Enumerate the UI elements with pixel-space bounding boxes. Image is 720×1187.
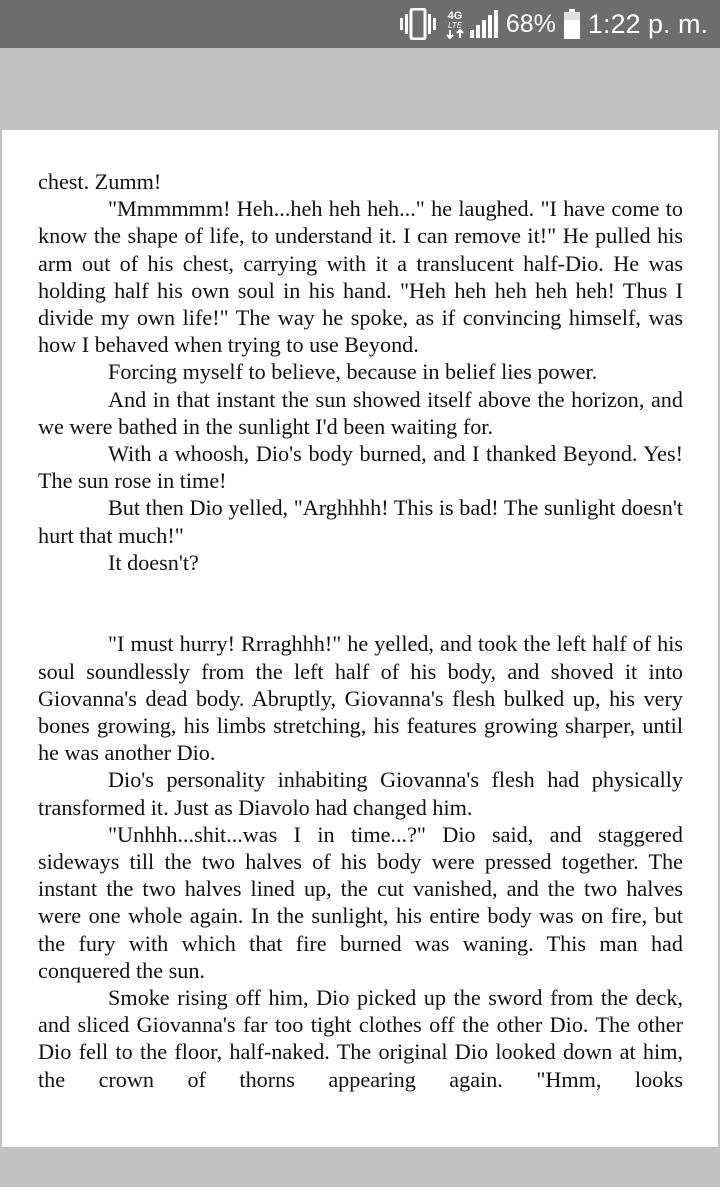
paragraph: But then Dio yelled, "Arghhhh! This is bad! The sunlight doesn't hurt that much!" <box>38 495 683 548</box>
status-icons <box>400 0 708 48</box>
reader-bottom-margin <box>0 1147 720 1187</box>
vibrate-icon <box>400 8 436 40</box>
paragraph: "I must hurry! Rrraghhh!" he yelled, and took the left half of his soul soundlessly from the left half of his body, and shoved it into Giovanna's dead body. Abruptly, Giovanna's flesh bulked up, his very bones growing, his limbs stretching, his features growing sharper, until he was another Dio. <box>38 631 683 766</box>
paragraph: Forcing myself to believe, because in belief lies power. <box>108 359 598 385</box>
battery-icon <box>564 9 580 39</box>
clock: 1:22 p. m. <box>587 8 708 39</box>
reader-page[interactable] <box>2 130 718 1147</box>
paragraph: "Mmmmmm! Heh...heh heh heh..." he laughed. "I have come to know the shape of life, to understand it. I can remove it!" He pulled his arm out of his chest, carrying with it a translucent half-Dio. He was holding half his own soul in his hand. "Heh heh heh heh heh! Thus I divide my own life!" The way he spoke, as if convincing himself, was how I behaved when trying to use Beyond. <box>38 196 683 358</box>
paragraph: It doesn't? <box>108 549 199 575</box>
paragraph: "Unhhh...shit...was I in time...?" Dio said, and staggered sideways till the two halves of his body were pressed together. The instant the two halves lined up, the cut vanished, and the two halves were one whole again. In the sunlight, his entire body was on fire, but the fury with which that fire burned was waning. This man had conquered the sun. <box>38 821 683 983</box>
paragraph: Smoke rising off him, Dio picked up the sword from the deck, and sliced Giovanna's far too tight clothes off the other Dio. The other Dio fell to the floor, half-naked. The original Dio looked down at him, the crown of thorns appearing again. "Hmm, looks <box>38 985 683 1092</box>
paragraph: And in that instant the sun showed itself above the horizon, and we were bathed in the sunlight I'd been waiting for. <box>38 386 683 439</box>
paragraph: Dio's personality inhabiting Giovanna's flesh had physically transformed it. Just as Diavolo had changed him. <box>38 767 683 820</box>
svg-text:4G: 4G <box>447 10 463 22</box>
reader-top-margin <box>0 48 720 130</box>
paragraph: With a whoosh, Dio's body burned, and I thanked Beyond. Yes! The sun rose in time! <box>38 441 683 494</box>
status-bar <box>0 0 720 48</box>
section-break <box>38 576 683 630</box>
page-text <box>38 168 683 1093</box>
lte-4g-icon <box>444 9 466 39</box>
svg-text:LTE: LTE <box>447 21 462 30</box>
signal-strength-icon <box>470 10 498 38</box>
battery-percentage: 68% <box>505 9 556 38</box>
paragraph: chest. Zumm! <box>38 169 162 194</box>
